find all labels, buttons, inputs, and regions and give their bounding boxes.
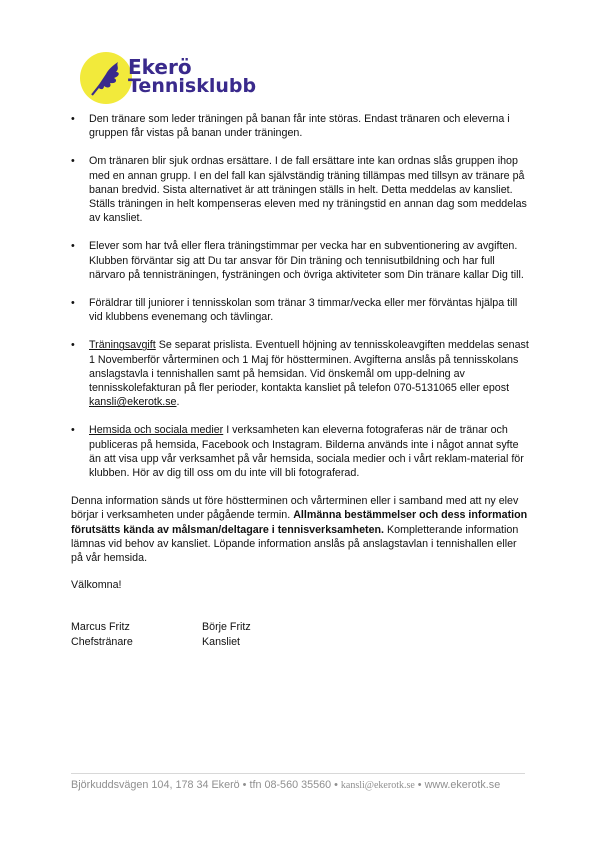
signature-name: Marcus Fritz bbox=[71, 621, 130, 634]
footer bbox=[71, 779, 500, 791]
logo-wordmark bbox=[128, 55, 257, 97]
oak-leaf-icon bbox=[80, 52, 132, 104]
list-item-text: I verksamheten kan eleverna fotograferas när de tränar och publiceras på hemsida, Facebook och Instagram. Bilderna används inte i något annat syfte än att visa upp vår verksamhet på vår hemsida, sociala medier och i vårt reklam-material för klubben. Hör av dig till oss om du inte vill bli fotograferad. bbox=[89, 424, 524, 480]
list-item-heading: Träningsavgift bbox=[89, 339, 156, 352]
footer-website[interactable]: www.ekerotk.se bbox=[424, 779, 501, 791]
logo-line1: Ekerö bbox=[128, 55, 192, 79]
list-item bbox=[71, 154, 531, 225]
email-link[interactable]: kansli@ekerotk.se bbox=[89, 396, 177, 409]
signature-role: Kansliet bbox=[202, 636, 241, 649]
list-item-text: Föräldrar till juniorer i tennisskolan som tränar 3 timmar/vecka eller mer förväntas hjälpa till vid klubbens evenemang och tävlingar. bbox=[89, 297, 518, 324]
footer-separator: • bbox=[414, 779, 425, 791]
bullet-icon: • bbox=[71, 155, 75, 168]
document-body bbox=[71, 112, 531, 650]
info-text-1: Denna information sänds ut före höstterminen och vårterminen eller i samband med att ny elev börjar i verksamheten under pågående termin. bbox=[71, 495, 519, 522]
welcome-text: Välkomna! bbox=[71, 579, 122, 592]
bullet-icon: • bbox=[71, 297, 75, 310]
list-item bbox=[71, 423, 531, 480]
bullet-icon: • bbox=[71, 240, 75, 253]
list-item-text: Se separat prislista. Eventuell höjning av tennisskoleavgiften meddelas senast 1 Novemberför vårterminen och 1 Maj för höstterminen. Avgifterna anslås på tennisskolans anslagstavla i tennishallen samt på hemsidan. Vid önskemål om upp-delning av tennisskolefakturan på fler perioder, kontakta kansliet på telefon 070-5131065 eller epost bbox=[89, 339, 529, 395]
list-item bbox=[71, 338, 531, 409]
footer-separator: • bbox=[331, 779, 341, 791]
logo-circle bbox=[80, 52, 132, 104]
footer-address: Björkuddsvägen 104, 178 34 Ekerö bbox=[71, 779, 240, 791]
signature-role: Chefstränare bbox=[71, 636, 133, 649]
list-item bbox=[71, 112, 531, 140]
list-item-text: Om tränaren blir sjuk ordnas ersättare. I de fall ersättare inte kan ordnas slås gruppen ihop med en annan grupp. I en del fall kan självständig träning tillämpas med tillsyn av tränare på banan bredvid. Sista alternativet är att träningen ställs in helt. Detta meddelas av kansliet. Ställs träningen in helt kompenseras eleven med ny träningstid en annan dag som meddelas av kansliet. bbox=[89, 155, 527, 225]
list-item-tail: . bbox=[176, 396, 180, 409]
signature-block bbox=[71, 620, 202, 650]
info-bold: Allmänna bestämmelser och dess information förutsätts kända av målsman/deltagare i tennisverksamheten. bbox=[71, 509, 528, 536]
bullet-icon: • bbox=[71, 424, 75, 437]
list-item bbox=[71, 296, 531, 324]
info-text-2: Kompletterande information lämnas vid behov av kansliet. Löpande information anslås på anslagstavlan i tennishallen eller på vår hemsida. bbox=[71, 523, 519, 565]
club-logo bbox=[80, 52, 270, 108]
signature-name: Börje Fritz bbox=[202, 621, 251, 634]
rules-list bbox=[71, 112, 531, 480]
bullet-icon: • bbox=[71, 339, 75, 352]
list-item-text: Den tränare som leder träningen på banan får inte störas. Endast tränaren och eleverna i gruppen får vistas på banan under träningen. bbox=[89, 113, 510, 140]
info-paragraph bbox=[71, 494, 531, 565]
logo-line2: Tennisklubb bbox=[128, 75, 257, 97]
bullet-icon: • bbox=[71, 113, 75, 125]
list-item-text: Elever som har två eller flera träningstimmar per vecka har en subventionering av avgiften. Klubben förväntar sig att Du tar ansvar för Din träning och tennisutbildning och har full närvaro på tennisträningen, fysträningen och övriga aktiviteter som Din tränare kallar Dig till. bbox=[89, 240, 524, 281]
footer-divider bbox=[71, 773, 525, 774]
list-item-heading: Hemsida och sociala medier bbox=[89, 424, 224, 437]
footer-email[interactable]: kansli@ekerotk.se bbox=[340, 780, 415, 791]
signatures bbox=[71, 620, 531, 650]
list-item bbox=[71, 239, 531, 282]
signature-block bbox=[202, 620, 333, 650]
footer-separator: • bbox=[239, 779, 250, 791]
footer-phone: tfn 08-560 35560 bbox=[249, 779, 332, 791]
